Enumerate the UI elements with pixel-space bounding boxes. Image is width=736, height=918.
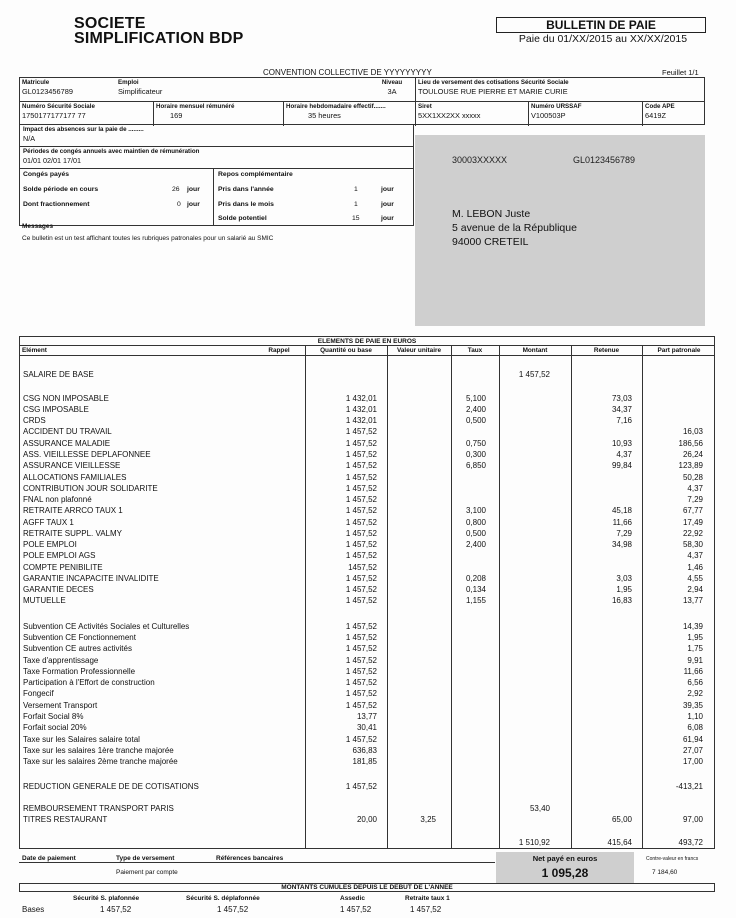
cell-el: TITRES RESTAURANT [23, 815, 108, 824]
cell-m: 1 510,92 [518, 838, 550, 847]
cell-el: RETRAITE SUPPL. VALMY [23, 529, 122, 538]
cell-pp: 1,10 [687, 712, 703, 721]
cell-pp: 6,08 [687, 723, 703, 732]
pris-mois-label: Pris dans le mois [218, 201, 274, 208]
cell-pp: 50,28 [682, 473, 703, 482]
urssaf-value: V100503P [531, 111, 566, 120]
cell-pp: 4,37 [687, 484, 703, 493]
table-title: ELEMENTS DE PAIE EN EUROS [20, 337, 714, 346]
cell-pp: 26,24 [682, 450, 703, 459]
employee-row-2 [20, 101, 704, 125]
divider [19, 862, 495, 863]
cell-pp: 67,77 [682, 506, 703, 515]
cell-pp: 1,46 [687, 563, 703, 572]
cell-el: Taxe sur les salaires 2ème tranche majorée [23, 757, 178, 766]
col-header-valeur: Valeur unitaire [396, 347, 442, 354]
cell-el: ASS. VIEILLESSE DEPLAFONNEE [23, 450, 151, 459]
cell-el: Participation à l'Effort de construction [23, 678, 155, 687]
table-row [20, 584, 714, 595]
ape-cell [643, 102, 705, 126]
cell-pp: 9,91 [687, 656, 703, 665]
absences-section [19, 125, 414, 147]
cell-q: 1 457,52 [345, 427, 377, 436]
payment-type-label: Type de versement [116, 855, 175, 862]
cell-el: POLE EMPLOI AGS [23, 551, 96, 560]
nss-cell [20, 102, 154, 126]
cell-pp: 27,07 [682, 746, 703, 755]
table-row [20, 528, 714, 539]
cell-el: GARANTIE DECES [23, 585, 94, 594]
unit-jour: jour [187, 201, 200, 208]
cell-q: 1 457,52 [345, 518, 377, 527]
niveau-value: 3A [387, 87, 397, 96]
cell-el: ACCIDENT DU TRAVAIL [23, 427, 112, 436]
cell-pp: 58,30 [682, 540, 703, 549]
cumul-value: 1 457,52 [217, 905, 249, 914]
table-row [20, 517, 714, 528]
lieu-value: TOULOUSE RUE PIERRE ET MARIE CURIE [418, 87, 568, 96]
cell-pp: 1,95 [687, 633, 703, 642]
cell-q: 1 457,52 [345, 540, 377, 549]
cell-el: CONTRIBUTION JOUR SOLIDARITE [23, 484, 158, 493]
horaire-label: Horaire mensuel rémunéré [156, 103, 235, 110]
cumul-header-retraite: Retraite taux 1 [405, 895, 450, 902]
cell-q: 1 457,52 [345, 495, 377, 504]
cell-q: 1 457,52 [345, 667, 377, 676]
cell-el: Forfait social 20% [23, 723, 87, 732]
cell-el: Subvention CE Fonctionnement [23, 633, 136, 642]
col-header-rappel: Rappel [268, 347, 290, 354]
table-row [20, 426, 714, 437]
cell-ret: 3,03 [616, 574, 632, 583]
cell-q: 1 457,52 [345, 689, 377, 698]
cell-el: MUTUELLE [23, 596, 66, 605]
cell-ret: 415,64 [607, 838, 632, 847]
table-row [20, 621, 714, 632]
table-row [20, 700, 714, 711]
cell-pp: 17,49 [682, 518, 703, 527]
fraction-label: Dont fractionnement [23, 201, 90, 208]
table-row [20, 404, 714, 415]
cell-q: 1 457,52 [345, 461, 377, 470]
table-row [20, 595, 714, 606]
cell-el: Fongecif [23, 689, 54, 698]
cell-el: CSG NON IMPOSABLE [23, 394, 109, 403]
table-row [20, 688, 714, 699]
cell-pp: 2,92 [687, 689, 703, 698]
cell-m: 1 457,52 [518, 370, 550, 379]
cell-pp: 16,03 [682, 427, 703, 436]
table-row [20, 643, 714, 654]
cell-pp: 7,29 [687, 495, 703, 504]
net-pay-value: 1 095,28 [541, 866, 589, 880]
company-name [74, 16, 244, 46]
cell-m: 53,40 [529, 804, 550, 813]
table-row [20, 666, 714, 677]
hebdo-label: Horaire hebdomadaire effectif....... [286, 103, 386, 110]
col-header-part: Part patronale [657, 347, 701, 354]
cell-pp: 14,39 [682, 622, 703, 631]
cell-pp: 4,37 [687, 551, 703, 560]
cell-pp: 123,89 [678, 461, 703, 470]
table-row [20, 756, 714, 767]
cell-pp: 1,75 [687, 644, 703, 653]
cell-q: 1 432,01 [345, 416, 377, 425]
cell-pp: 4,55 [687, 574, 703, 583]
unit-jour: jour [381, 215, 394, 222]
employee-info-grid [19, 77, 705, 125]
cell-el: ALLOCATIONS FAMILIALES [23, 473, 127, 482]
recipient-id: GL0123456789 [573, 155, 636, 165]
table-row [20, 393, 714, 404]
table-row [20, 781, 714, 792]
cell-pp: 13,77 [682, 596, 703, 605]
cell-el: Taxe Formation Professionnelle [23, 667, 136, 676]
cell-tx: 0,800 [465, 518, 486, 527]
cell-q: 1 457,52 [345, 574, 377, 583]
cell-el: REMBOURSEMENT TRANSPORT PARIS [23, 804, 174, 813]
recipient-city: 94000 CRETEIL [452, 236, 529, 248]
cell-pp: 61,94 [682, 735, 703, 744]
net-pay-box [496, 852, 634, 883]
cell-q: 1 457,52 [345, 633, 377, 642]
cell-q: 30,41 [356, 723, 377, 732]
cell-ret: 1,95 [616, 585, 632, 594]
cell-el: Versement Transport [23, 701, 98, 710]
cell-pp: 186,56 [678, 439, 703, 448]
cell-q: 1 457,52 [345, 450, 377, 459]
messages-text: Ce bulletin est un test affichant toutes les rubriques patronales pour un salarié au SMIC [22, 235, 274, 242]
cell-ret: 73,03 [611, 394, 632, 403]
cell-el: ASSURANCE VIEILLESSE [23, 461, 121, 470]
cell-el: Subvention CE Activités Sociales et Culturelles [23, 622, 190, 631]
absences-value: N/A [23, 134, 35, 143]
recipient-address-block [415, 135, 705, 326]
leave-balance-table [19, 169, 414, 226]
solde-periode-label: Solde période en cours [23, 186, 99, 193]
table-row [20, 505, 714, 516]
table-row [20, 460, 714, 471]
cell-el: Forfait Social 8% [23, 712, 84, 721]
table-row [20, 722, 714, 733]
cell-q: 1457,52 [348, 563, 377, 572]
cell-q: 13,77 [356, 712, 377, 721]
table-row [20, 814, 714, 825]
table-row [20, 803, 714, 814]
cell-tx: 3,100 [465, 506, 486, 515]
divider [20, 355, 714, 356]
col-header-element: Elément [22, 347, 47, 354]
cell-ret: 7,16 [616, 416, 632, 425]
cell-tx: 0,208 [465, 574, 486, 583]
cell-ret: 7,29 [616, 529, 632, 538]
emploi-label: Emploi [118, 79, 139, 86]
cell-q: 1 457,52 [345, 701, 377, 710]
cell-q: 636,83 [352, 746, 377, 755]
cell-q: 1 457,52 [345, 596, 377, 605]
cell-ret: 34,98 [611, 540, 632, 549]
matricule-cell [20, 78, 116, 102]
matricule-value: GL0123456789 [22, 87, 73, 96]
cell-tx: 1,155 [465, 596, 486, 605]
cell-tx: 2,400 [465, 540, 486, 549]
cell-pp: 493,72 [678, 838, 703, 847]
table-row [20, 539, 714, 550]
repos-label: Repos complémentaire [218, 171, 293, 178]
franc-value: 7 184,60 [652, 869, 678, 876]
cumul-value: 1 457,52 [340, 905, 372, 914]
table-row [20, 438, 714, 449]
cumul-value: 1 457,52 [100, 905, 132, 914]
cell-el: Taxe sur les Salaires salaire total [23, 735, 140, 744]
cell-el: COMPTE PENIBILITE [23, 563, 103, 572]
cell-ret: 10,93 [611, 439, 632, 448]
cell-q: 1 432,01 [345, 405, 377, 414]
table-row [20, 369, 714, 380]
divider [213, 169, 214, 226]
pris-annee-label: Pris dans l'année [218, 186, 274, 193]
cell-q: 181,85 [352, 757, 377, 766]
col-header-quantite: Quantité ou base [320, 347, 372, 354]
table-row [20, 449, 714, 460]
horaire-cell [154, 102, 284, 126]
table-row [20, 734, 714, 745]
cell-ret: 65,00 [611, 815, 632, 824]
employee-row-1 [20, 78, 704, 102]
cell-ret: 99,84 [611, 461, 632, 470]
lieu-label: Lieu de versement des cotisations Sécurité Sociale [418, 79, 569, 86]
unit-jour: jour [381, 186, 394, 193]
cell-q: 1 457,52 [345, 506, 377, 515]
matricule-label: Matricule [22, 79, 50, 86]
recipient-street: 5 avenue de la République [452, 222, 577, 234]
cell-el: SALAIRE DE BASE [23, 370, 94, 379]
pris-annee-value: 1 [354, 186, 358, 193]
messages-section [22, 223, 273, 242]
emploi-value: Simplificateur [118, 87, 163, 96]
conges-periodes-section [19, 147, 414, 169]
table-row [20, 573, 714, 584]
table-row [20, 677, 714, 688]
col-header-taux: Taux [467, 347, 483, 354]
cell-ret: 16,83 [611, 596, 632, 605]
cell-el: FNAL non plafonné [23, 495, 92, 504]
cell-el: RETRAITE ARRCO TAUX 1 [23, 506, 123, 515]
cumul-header-ss-deplafonnee: Sécurité S. déplafonnée [186, 895, 260, 902]
unit-jour: jour [187, 186, 200, 193]
siret-cell [416, 102, 528, 126]
cell-tx: 5,100 [465, 394, 486, 403]
table-row [20, 711, 714, 722]
cell-el: CSG IMPOSABLE [23, 405, 89, 414]
urssaf-cell [529, 102, 643, 126]
cell-tx: 0,750 [465, 439, 486, 448]
payment-type-value: Paiement par compte [116, 869, 178, 876]
cell-tx: 0,300 [465, 450, 486, 459]
col-header-retenue: Retenue [593, 347, 620, 354]
solde-potentiel-value: 15 [352, 215, 360, 222]
recipient-name: M. LEBON Juste [452, 208, 531, 220]
cumul-header-assedic: Assedic [340, 895, 365, 902]
cell-q: 1 457,52 [345, 585, 377, 594]
company-line2: SIMPLIFICATION BDP [74, 30, 244, 47]
messages-label: Messages [22, 223, 54, 230]
col-header-montant: Montant [522, 347, 548, 354]
lieu-cell [416, 78, 706, 102]
cell-q: 1 457,52 [345, 473, 377, 482]
table-row [20, 562, 714, 573]
leave-info-block [19, 125, 414, 226]
cell-pp: -413,21 [675, 782, 703, 791]
cell-pp: 39,35 [682, 701, 703, 710]
cell-q: 1 457,52 [345, 622, 377, 631]
conges-payes-label: Congés payés [23, 171, 70, 178]
cell-tx: 2,400 [465, 405, 486, 414]
cell-pp: 6,56 [687, 678, 703, 687]
table-row [20, 632, 714, 643]
cell-el: POLE EMPLOI [23, 540, 77, 549]
table-row [20, 415, 714, 426]
cell-pp: 97,00 [682, 815, 703, 824]
absences-label: Impact des absences sur la paie de ......... [23, 126, 144, 133]
cell-q: 1 457,52 [345, 551, 377, 560]
cell-q: 1 457,52 [345, 782, 377, 791]
emploi-cell [116, 78, 386, 102]
cell-el: Taxe sur les salaires 1ère tranche majorée [23, 746, 174, 755]
table-row [20, 472, 714, 483]
cell-el: ASSURANCE MALADIE [23, 439, 111, 448]
ape-value: 6419Z [645, 111, 666, 120]
cell-el: REDUCTION GENERALE DE DE COTISATIONS [23, 782, 199, 791]
conges-periodes-value: 01/01 02/01 17/01 [23, 156, 81, 165]
cell-q: 1 457,52 [345, 644, 377, 653]
cell-pp: 17,00 [682, 757, 703, 766]
nss-label: Numéro Sécurité Sociale [22, 103, 95, 110]
net-pay-label: Net payé en euros [532, 854, 598, 863]
solde-potentiel-label: Solde potentiel [218, 215, 267, 222]
sheet-number: Feuillet 1/1 [662, 68, 699, 77]
cell-el: CRDS [23, 416, 46, 425]
cumul-row-label: Bases [22, 905, 45, 914]
cell-el: Subvention CE autres activités [23, 644, 132, 653]
cell-ret: 45,18 [611, 506, 632, 515]
horaire-value: 169 [170, 111, 183, 120]
cell-el: Taxe d'apprentissage [23, 656, 99, 665]
table-row [20, 837, 714, 848]
hebdo-cell [284, 102, 416, 126]
cumul-header-ss-plafonnee: Sécurité S. plafonnée [73, 895, 140, 902]
cell-ret: 34,37 [611, 405, 632, 414]
cell-pp: 22,92 [682, 529, 703, 538]
cell-q: 1 457,52 [345, 484, 377, 493]
siret-label: Siret [418, 103, 432, 110]
pay-elements-table [19, 336, 715, 849]
cell-el: AGFF TAUX 1 [23, 518, 74, 527]
cell-pp: 11,66 [683, 667, 703, 676]
niveau-label: Niveau [381, 79, 403, 86]
nss-value: 1750177177177 77 [22, 111, 86, 120]
cell-q: 1 457,52 [345, 735, 377, 744]
niveau-cell [368, 78, 416, 102]
convention-collective: CONVENTION COLLECTIVE DE YYYYYYYYY [263, 68, 432, 77]
cell-q: 1 432,01 [345, 394, 377, 403]
bank-refs-label: Références bancaires [216, 855, 284, 862]
ape-label: Code APE [645, 103, 675, 110]
cell-q: 20,00 [356, 815, 377, 824]
cell-ret: 11,66 [612, 518, 632, 527]
company-line1: SOCIETE [74, 15, 146, 32]
table-row [20, 483, 714, 494]
cell-el: GARANTIE INCAPACITE INVALIDITE [23, 574, 159, 583]
cell-ret: 4,37 [616, 450, 632, 459]
franc-value-label: Contre-valeur en francs [646, 856, 699, 862]
cell-tx: 0,134 [465, 585, 486, 594]
table-row [20, 494, 714, 505]
bulletin-title: BULLETIN DE PAIE [496, 17, 706, 33]
recipient-address [452, 207, 577, 249]
cell-tx: 6,850 [465, 461, 486, 470]
cell-tx: 0,500 [465, 529, 486, 538]
cumulative-title: MONTANTS CUMULES DEPUIS LE DEBUT DE L'ANNEE [19, 883, 715, 892]
cell-q: 1 457,52 [345, 678, 377, 687]
bank-code: 30003XXXXX [452, 155, 508, 165]
pay-period: Paie du 01/XX/2015 au XX/XX/2015 [518, 33, 688, 45]
urssaf-label: Numéro URSSAF [531, 103, 582, 110]
cumul-value: 1 457,52 [410, 905, 442, 914]
payment-date-label: Date de paiement [22, 855, 76, 862]
cell-q: 1 457,52 [345, 529, 377, 538]
fraction-value: 0 [177, 201, 181, 208]
conges-periodes-label: Périodes de congés annuels avec maintien de rémunération [23, 148, 200, 155]
cell-q: 1 457,52 [345, 439, 377, 448]
table-row [20, 745, 714, 756]
table-row [20, 655, 714, 666]
siret-value: 5XX1XX2XX xxxxx [418, 111, 481, 120]
cell-tx: 0,500 [465, 416, 486, 425]
unit-jour: jour [381, 201, 394, 208]
cell-q: 1 457,52 [345, 656, 377, 665]
cell-u: 3,25 [420, 815, 436, 824]
pris-mois-value: 1 [354, 201, 358, 208]
cell-pp: 2,94 [687, 585, 703, 594]
hebdo-value: 35 heures [308, 111, 341, 120]
table-row [20, 550, 714, 561]
solde-periode-value: 26 [172, 186, 180, 193]
